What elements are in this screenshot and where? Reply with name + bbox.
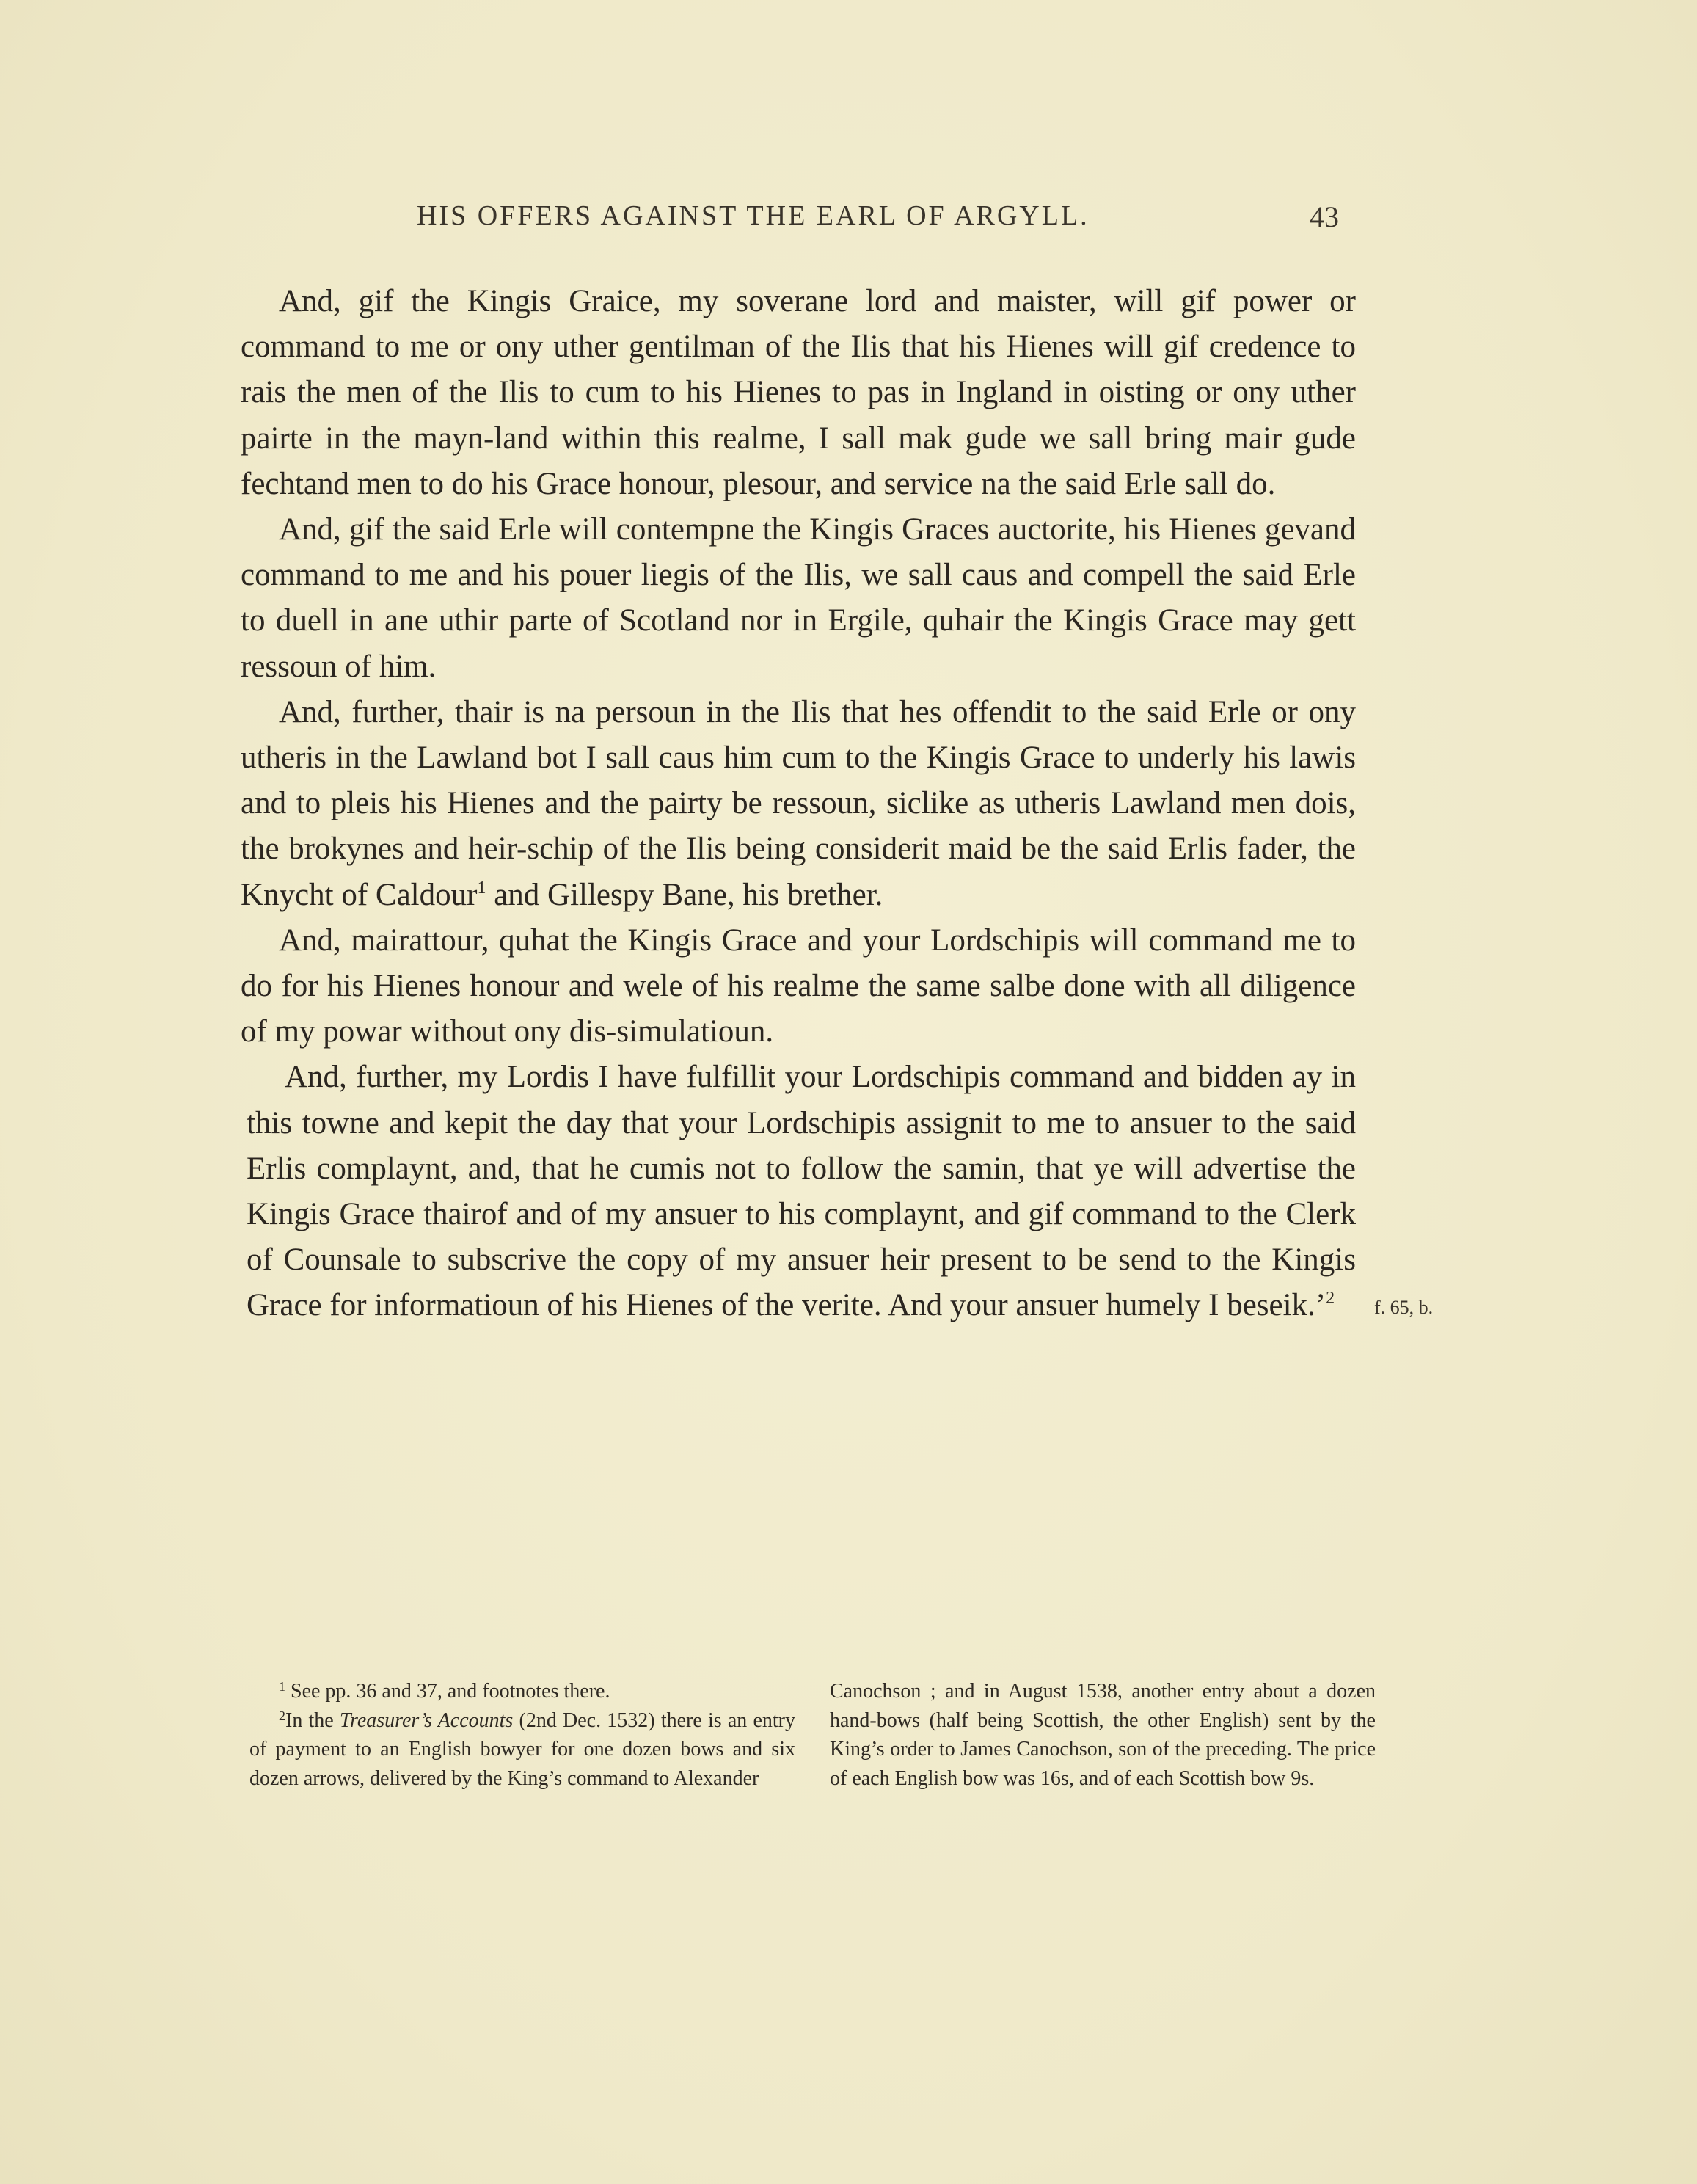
page-number: 43 bbox=[1310, 200, 1339, 233]
footnote-1-mark: 1 bbox=[279, 1679, 285, 1694]
footnote-2-text-a: In the bbox=[285, 1708, 340, 1732]
paragraph-3-text-a: And, further, thair is na persoun in the Ilis that hes offendit to the said Erle or ony utheris in the Lawland bot I sall caus him cum to the Kingis Grace to underly his lawis and to pleis his Hienes and the pairty be ressoun, siclike as utheris Lawland men dois, the brokynes and heir-schip of the Ilis being considerit maid be the said Erlis fader, the Knycht of Caldour bbox=[241, 694, 1356, 912]
footnote-2-mark: 2 bbox=[279, 1708, 285, 1723]
paragraph-3 bbox=[241, 690, 1356, 918]
footnote-1-text: See pp. 36 and 37, and footnotes there. bbox=[285, 1680, 610, 1703]
footnote-2 bbox=[249, 1706, 795, 1794]
paragraph-5-text: And, further, my Lordis I have fulfillit your Lordschipis command and bidden ay in this towne and kepit the day that your Lordschipis assignit to me to ansuer to the said Erlis complaynt, and, that he cumis not to follow the samin, that ye will advertise the Kingis Grace thairof and of my ansuer to his complaynt, and gif command to the Clerk of Counsale to subscrive the copy of my ansuer heir present to be send to the Kingis Grace for informatioun of his Hienes of the verite. And your ansuer humely I beseik.’ bbox=[247, 1060, 1356, 1323]
paragraph-3-text-b: and Gillespy Bane, his brether. bbox=[486, 877, 883, 912]
footnotes bbox=[249, 1677, 1376, 1793]
paragraph-4: And, mairattour, quhat the Kingis Grace and your Lordschipis will command me to do for his Hienes honour and wele of his realme the same salbe done with all diligence of my powar without ony dis-simulatioun. bbox=[241, 922, 1356, 1049]
footnote-ref-1[interactable]: 1 bbox=[477, 878, 486, 898]
folio-margin-note: f. 65, b. bbox=[1374, 1297, 1434, 1318]
paragraph-1: And, gif the Kingis Graice, my soverane lord and maister, will gif power or command to me or ony uther gentilman of the Ilis that his Hienes will gif credence to rais the men of the Ilis to cum to his Hienes to pas in Ingland in oisting or ony uther pairte in the mayn-land within this realme, I sall mak gude we sall bring mair gude fechtand men to do his Grace honour, plesour, and service na the said Erle sall do. bbox=[241, 284, 1356, 501]
footnote-2-continued: Canochson ; and in August 1538, another entry about a dozen hand-bows (half being Scottish, the other English) sent by the King’s order to James Canochson, son of the preceding. The price of each English bow was 16s, and of each Scottish bow 9s. bbox=[830, 1680, 1376, 1790]
footnote-2-text-b: (2nd Dec. 1532) there is an entry of payment to an English bowyer for one dozen bows and six dozen arrows, delivered by the King’s command to Alexander bbox=[249, 1708, 796, 1790]
page-header bbox=[0, 200, 1697, 244]
footnote-2-italic-title: Treasurer’s Accounts bbox=[339, 1708, 514, 1732]
footnotes-right-column bbox=[830, 1677, 1376, 1793]
paragraph-5 bbox=[241, 1055, 1356, 1328]
footnote-ref-2[interactable]: 2 bbox=[1326, 1289, 1335, 1308]
body-text bbox=[241, 279, 1356, 1329]
footnotes-left-column bbox=[249, 1677, 795, 1793]
paragraph-2: And, gif the said Erle will contempne the Kingis Graces auctorite, his Hienes gevand command to me and his pouer liegis of the Ilis, we sall caus and compell the said Erle to duell in ane uthir parte of Scotland nor in Ergile, quhair the Kingis Grace may gett ressoun of him. bbox=[241, 512, 1356, 684]
running-head: HIS OFFERS AGAINST THE EARL OF ARGYLL. bbox=[417, 200, 1090, 231]
footnote-1 bbox=[249, 1677, 795, 1706]
